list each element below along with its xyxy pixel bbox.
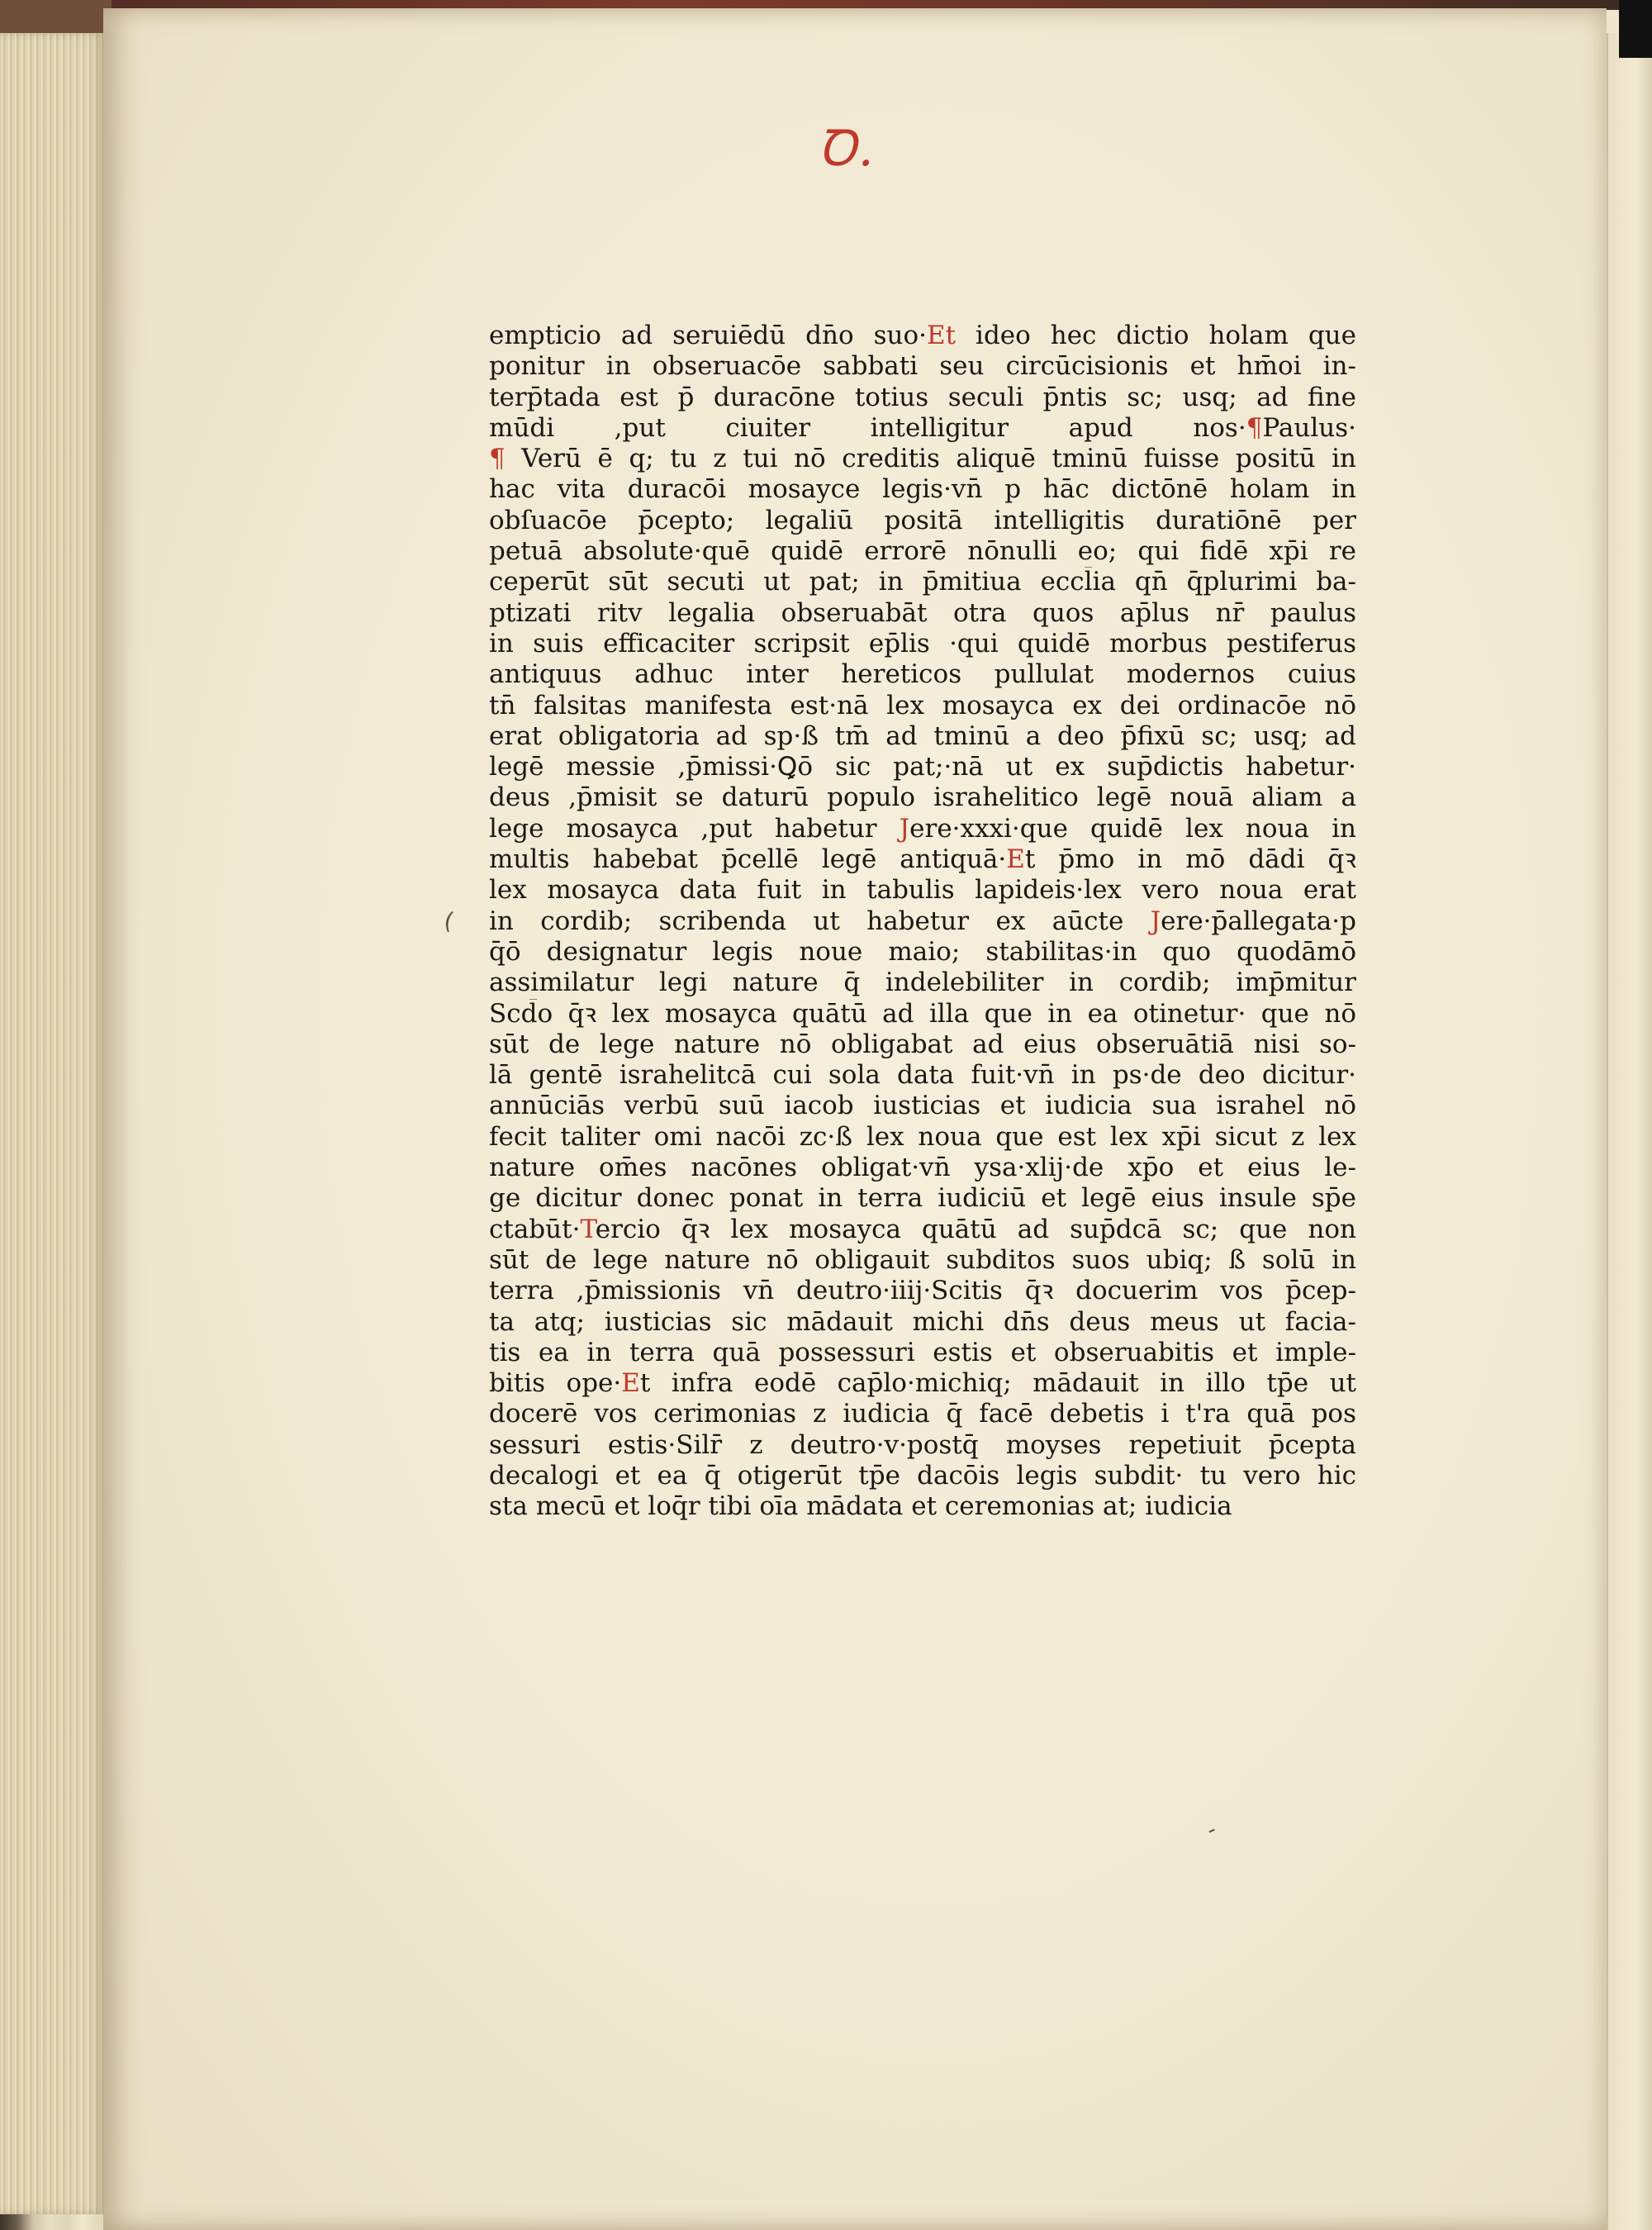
rubric-initial: Et [926, 321, 957, 350]
rubric-initial: ¶ [489, 444, 506, 474]
rubric-initial: ¶ [1246, 412, 1263, 443]
line-text: erat obligatoria ad sp·ß tm̄ ad tminū a deo p̄fixū sc; usq; ad [489, 720, 1356, 751]
line-text: petuā absolute·quē quidē errorē nōnulli eo; qui fidē xp̄i re [489, 536, 1356, 567]
line-text: tn̄ falsitas manifesta est·nā lex mosayca ex dei ordinacōe nō [489, 690, 1356, 720]
text-line [489, 844, 1356, 875]
line-text: ptizati ritv legalia obseruabāt otra quos ap̄lus nr̄ paulus [489, 597, 1356, 628]
text-line [489, 321, 1356, 351]
text-line [489, 721, 1356, 752]
text-line [489, 629, 1356, 659]
line-text: ideo hec dictio holam que [956, 321, 1356, 350]
line-text: Paulus· [1262, 412, 1356, 443]
line-text: nature om̄es nacōnes obligat·vn̄ ysa·xlij·de xp̄o et eius le- [489, 1153, 1356, 1183]
line-text: ponitur in obseruacōe sabbati seu circūcisionis et hm̄oi in- [489, 351, 1356, 382]
line-text: lex mosayca data fuit in tabulis lapideis·lex vero noua erat [489, 875, 1356, 906]
text-line [489, 1399, 1356, 1429]
text-line [489, 691, 1356, 721]
text-line [489, 598, 1356, 629]
line-text: ceperūt sūt secuti ut pat; in p̄mitiua eccl̄ia qn̄ q̄plurimi ba- [489, 567, 1356, 597]
rubric-initial: J [899, 813, 910, 844]
line-text: terp̄tada est p̄ duracōne totius seculi p̄ntis sc; usq; ad fine [489, 382, 1356, 412]
text-line [489, 1461, 1356, 1491]
line-text: annūciās verbū suū iacob iusticias et iudicia sua israhel nō [489, 1091, 1356, 1121]
text-line [489, 474, 1356, 505]
text-line [489, 968, 1356, 998]
line-text: ere·p̄allegata·p [1161, 906, 1356, 936]
text-line [489, 1338, 1356, 1368]
text-line [489, 1183, 1356, 1214]
text-line [489, 782, 1356, 813]
dark-corner [1619, 0, 1652, 58]
page-headline-rubric: Ꝺ. [818, 120, 876, 178]
text-line [489, 1276, 1356, 1306]
line-text: deus ,p̄misit se daturū populo israhelitico legē nouā aliam a [489, 782, 1356, 813]
line-text: Scd̄o q̄ꝛ lex mosayca quātū ad illa que in ea otinetur· que nō [489, 998, 1356, 1029]
text-line [489, 659, 1356, 690]
left-page-stack [0, 33, 105, 2214]
rubric-initial: T [580, 1214, 596, 1244]
text-line [489, 1060, 1356, 1091]
line-text: terra ,p̄missionis vn̄ deutro·iiij·Scitis q̄ꝛ docuerim vos p̄cep- [489, 1276, 1356, 1306]
rubric-initial: J [1150, 906, 1161, 936]
text-line [489, 1430, 1356, 1461]
rubric-initial: E [621, 1368, 640, 1399]
text-line [489, 1307, 1356, 1338]
text-line [489, 1029, 1356, 1060]
line-text: hac vita duracōi mosayce legis·vn̄ p hāc dictōnē holam in [489, 474, 1356, 505]
line-text: legē messie ,p̄missi·Ꝗō sic pat;·nā ut ex sup̄dictis habetur· [489, 752, 1356, 782]
line-text: ge dicitur donec ponat in terra iudiciū et legē eius insule sp̄e [489, 1183, 1356, 1214]
text-line [489, 351, 1356, 382]
line-text: multis habebat p̄cellē legē antiquā· [489, 844, 1007, 875]
text-line [489, 999, 1356, 1029]
text-line [489, 1122, 1356, 1153]
signature-mark: - [1203, 1817, 1221, 1843]
line-text: in cordib; scribenda ut habetur ex aūcte [489, 906, 1151, 936]
line-text: sūt de lege nature nō obligabat ad eius obseruātiā nisi so- [489, 1029, 1356, 1059]
text-line [489, 906, 1356, 937]
rubric-initial: E [1006, 844, 1025, 875]
text-line [489, 413, 1356, 444]
text-line [489, 752, 1356, 782]
text-line [489, 1091, 1356, 1121]
margin-mark: ( [441, 906, 457, 935]
line-text: empticio ad seruiēdū dn̄o suo· [489, 321, 927, 350]
line-text: docerē vos cerimonias z iudicia q̄ facē debetis i t'ra quā pos [489, 1399, 1356, 1429]
text-line [489, 1153, 1356, 1183]
line-text: lege mosayca ,put habetur [489, 813, 900, 844]
text-column [489, 321, 1356, 1725]
line-text: ere·xxxi·que quidē lex noua in [909, 813, 1356, 844]
line-text: ta atq; iusticias sic mādauit michi dn̄s deus meus ut facia- [489, 1306, 1356, 1337]
line-text: sūt de lege nature nō obligauit subditos suos ubiq; ß solū in [489, 1244, 1356, 1275]
text-line [489, 444, 1356, 474]
line-text: ctabūt· [489, 1214, 581, 1244]
line-text: t infra eodē cap̄lo·michiq; mādauit in illo tp̄e ut [639, 1368, 1356, 1399]
line-text: q̄ō designatur legis noue maio; stabilitas·in quo quodāmō [489, 936, 1356, 967]
line-text: obſuacōe p̄cepto; legaliū positā intelligitis duratiōnē per [489, 505, 1356, 535]
text-line [489, 536, 1356, 567]
line-text: lā gentē israhelitcā cui sola data fuit·vn̄ in ps·de deo dicitur· [489, 1060, 1356, 1091]
text-line [489, 814, 1356, 844]
text-line [489, 1215, 1356, 1245]
text-line [489, 567, 1356, 597]
line-text: sessuri estis·Silr̄ z deutro·v·postq̄ moyses repetiuit p̄cepta [489, 1429, 1356, 1460]
line-text: tis ea in terra quā possessuri estis et obseruabitis et imple- [489, 1337, 1356, 1367]
line-text: mūdi ,put ciuiter intelligitur apud nos· [489, 412, 1246, 443]
line-text: fecit taliter omi nacōi zc·ß lex noua que est lex xp̄i sicut z lex [489, 1121, 1356, 1152]
text-line [489, 506, 1356, 536]
line-text: assimilatur legi nature q̄ indelebiliter in cordib; imp̄mitur [489, 968, 1356, 998]
text-line [489, 383, 1356, 413]
line-text: sta mecū et loq̄r tibi oīa mādata et ceremonias at; iudicia [489, 1491, 1232, 1522]
line-text: antiquus adhuc inter hereticos pullulat modernos cuius [489, 659, 1356, 690]
right-page-edge [1607, 33, 1652, 2230]
line-text: Verū ē q; tu z tui nō creditis aliquē tminū fuisse positū in [505, 444, 1356, 474]
line-text: ercio q̄ꝛ lex mosayca quātū ad sup̄dcā sc; que non [595, 1214, 1356, 1244]
text-line [489, 937, 1356, 968]
line-text: in suis efficaciter scripsit ep̄lis ·qui quidē morbus pestiferus [489, 628, 1356, 659]
line-text: t p̄mo in mō dādi q̄ꝛ [1024, 844, 1356, 875]
line-text: decalogi et ea q̄ otigerūt tp̄e dacōis legis subdit· tu vero hic [489, 1460, 1356, 1491]
text-line [489, 1368, 1356, 1399]
text-line [489, 1245, 1356, 1276]
text-line [489, 875, 1356, 906]
text-line [489, 1491, 1356, 1522]
line-text: bitis ope· [489, 1368, 622, 1399]
